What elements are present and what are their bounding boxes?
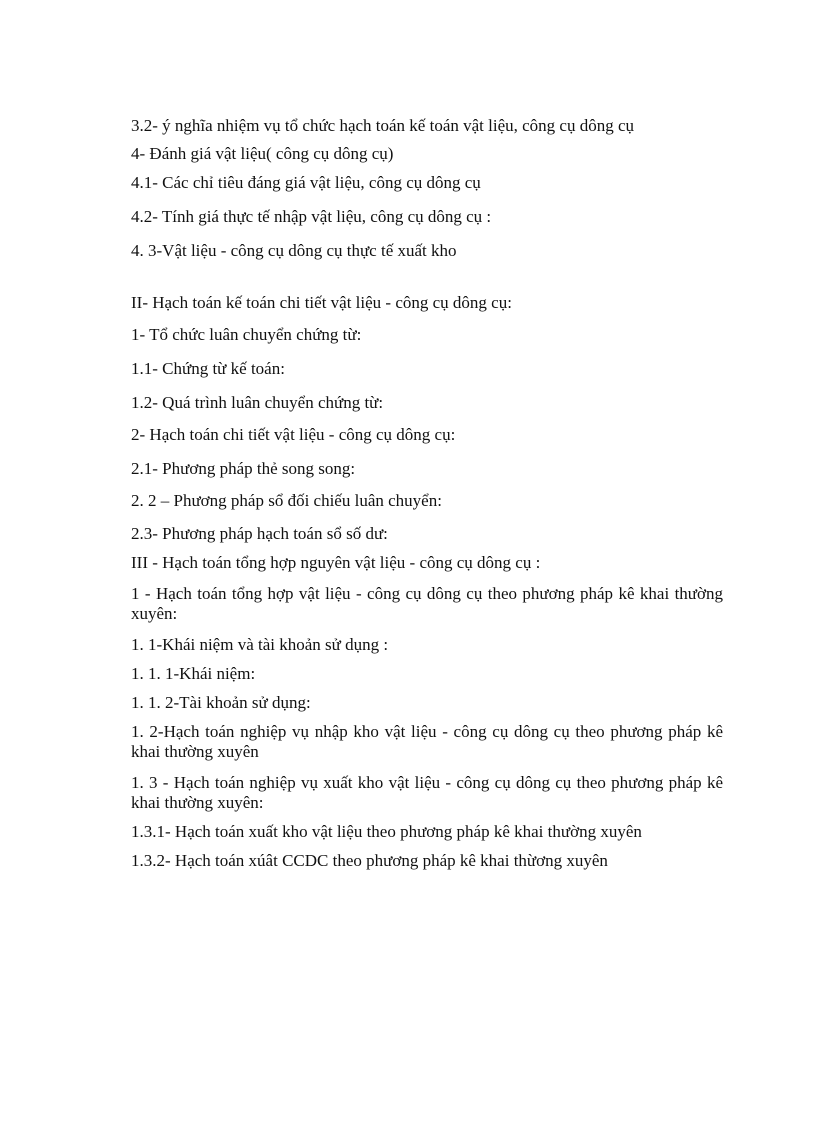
outline-item: 1. 1-Khái niệm và tài khoản sử dụng : <box>131 635 389 654</box>
outline-item: 2.3- Phương pháp hạch toán sổ số dư: <box>131 524 388 543</box>
outline-item: 1 - Hạch toán tổng hợp vật liệu - công cụ dông cụ theo phương pháp kê khai thường xuyên: <box>131 584 723 623</box>
outline-item: 4.1- Các chỉ tiêu đáng giá vật liệu, công cụ dông cụ <box>131 173 481 192</box>
outline-item: 1. 3 - Hạch toán nghiệp vụ xuất kho vật liệu - công cụ dông cụ theo phương pháp kê khai thường xuyên: <box>131 773 723 812</box>
outline-item: 1. 2-Hạch toán nghiệp vụ nhập kho vật liệu - công cụ dông cụ theo phương pháp kê khai thường xuyên <box>131 722 723 761</box>
outline-item: 1.2- Quá trình luân chuyển chứng từ: <box>131 393 384 412</box>
section-heading: II- Hạch toán kế toán chi tiết vật liệu - công cụ dông cụ: <box>131 293 512 312</box>
outline-item: 1. 1. 1-Khái niệm: <box>131 664 256 683</box>
outline-item: 1.1- Chứng từ kế toán: <box>131 359 285 378</box>
outline-item: 1.3.2- Hạch toán xúât CCDC theo phương pháp kê khai thừơng xuyên <box>131 851 608 870</box>
outline-item: 2.1- Phương pháp thẻ song song: <box>131 459 356 478</box>
outline-item: 4- Đánh giá vật liệu( công cụ dông cụ) <box>131 144 394 163</box>
outline-item: 4. 3-Vật liệu - công cụ dông cụ thực tế xuất kho <box>131 241 457 260</box>
outline-item: 2. 2 – Phương pháp sổ đối chiếu luân chuyển: <box>131 491 442 510</box>
outline-item: 2- Hạch toán chi tiết vật liệu - công cụ dông cụ: <box>131 425 456 444</box>
outline-item: 3.2- ý nghĩa nhiệm vụ tổ chức hạch toán kế toán vật liệu, công cụ dông cụ <box>131 116 635 135</box>
document-body <box>131 112 723 871</box>
outline-item: 1- Tổ chức luân chuyển chứng từ: <box>131 325 362 344</box>
section-heading: III - Hạch toán tổng hợp nguyên vật liệu - công cụ dông cụ : <box>131 553 541 572</box>
outline-item: 4.2- Tính giá thực tế nhập vật liệu, công cụ dông cụ : <box>131 207 492 226</box>
outline-item: 1. 1. 2-Tài khoản sử dụng: <box>131 693 311 712</box>
outline-item: 1.3.1- Hạch toán xuất kho vật liệu theo phương pháp kê khai thường xuyên <box>131 822 642 841</box>
